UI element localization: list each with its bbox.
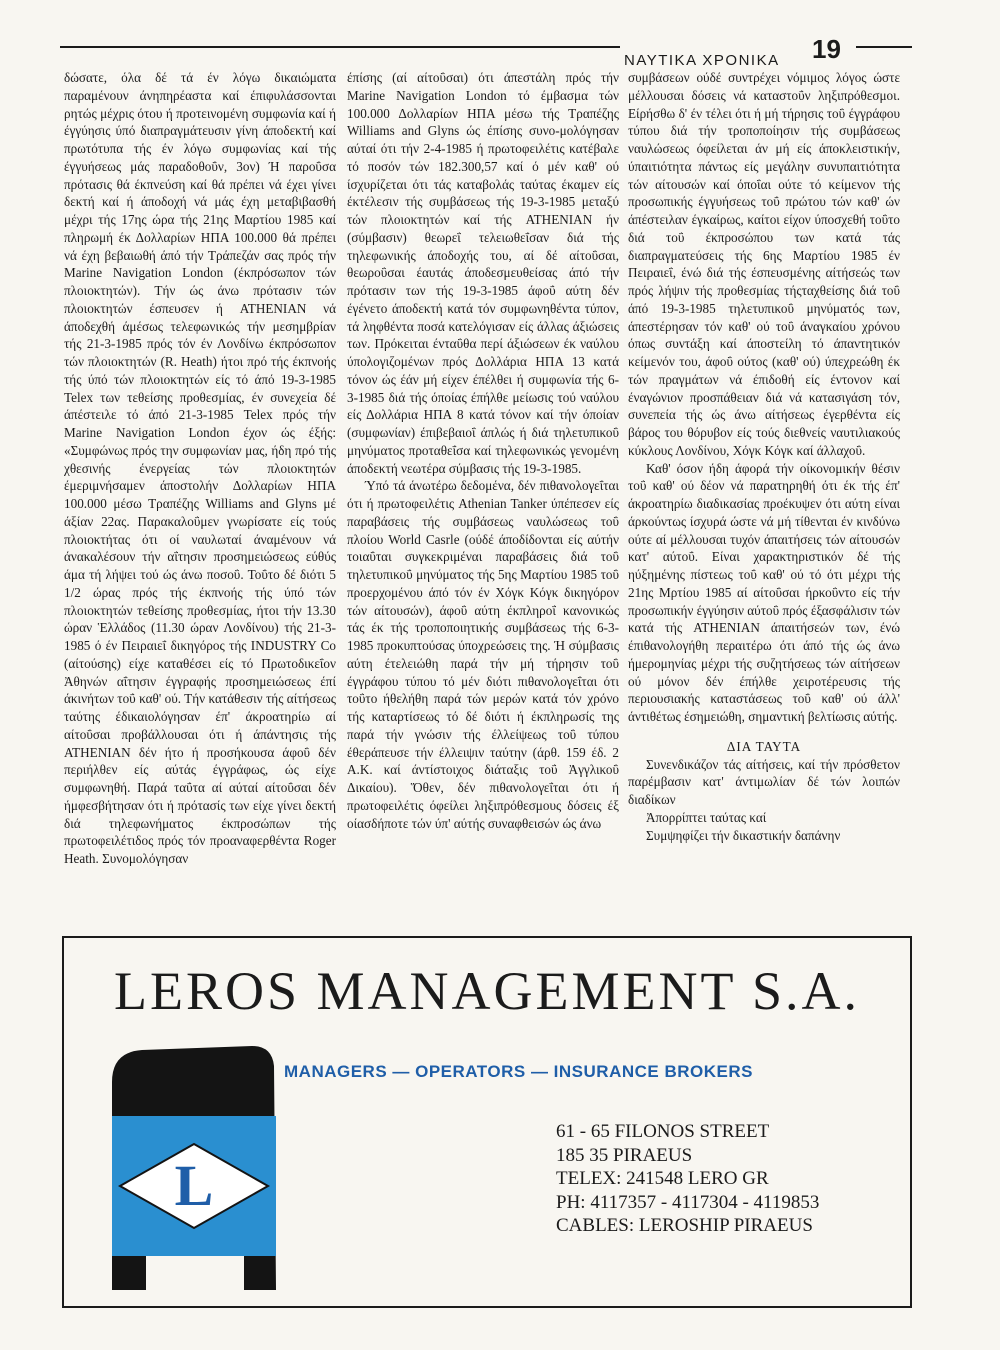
ruling-line: Συμψηφίζει τήν δικαστικήν δαπάνην: [646, 827, 841, 843]
running-header: ΝΑΥΤΙΚΑ ΧΡΟΝΙΚΑ: [624, 52, 780, 69]
text-column-3: [628, 69, 900, 921]
ad-company-name: LEROS MANAGEMENT S.A.: [113, 961, 861, 1021]
header-rule-left: [60, 46, 620, 48]
ad-phone: PH: 4117357 - 4117304 - 4119853: [556, 1191, 820, 1213]
ad-address-line: 185 35 PIRAEUS: [556, 1144, 693, 1166]
text-column-2: [347, 69, 619, 921]
ad-tagline: MANAGERS — OPERATORS — INSURANCE BROKERS: [284, 1062, 753, 1081]
ad-address-line: 61 - 65 FILONOS STREET: [556, 1121, 770, 1142]
ad-cables: CABLES: LEROSHIP PIRAEUS: [556, 1215, 813, 1236]
text-column-1: [64, 69, 336, 921]
advertisement: [62, 936, 912, 1308]
ad-telex: TELEX: 241548 LERO GR: [556, 1168, 769, 1189]
ruling-line: Ἀπορρίπτει ταύτας καί: [646, 809, 767, 825]
paragraph: Ύπό τά άνωτέρω δεδομένα, δέν πιθανολογεΐται ότι ή πρωτοφειλέτις Athenian Tanker ύπέπεσεν είς παραβάσεις τής συμβάσεως ναυλώσεως τοΰ πλοίου World Casrle (ούδέ άποδίδονται είς αύτήν τοιαΰται συγκεκριμέναι παραβάσεις διά τοΰ τηλετυπικοΰ μηνύματος τής 5ης Μαρτίου 1985 τοΰ προερχομένου άπό τόν έν Χόγκ Κόγκ δικηγόρον τών αίτουσών), άφοΰ αύτη έκπληροΐ κανονικώς τάς έκ τής τροποποιητικής συμβάσεως τής 6-3-1985 προκυπτούσας ύποχρεώσεις της. Ή σύμβασις αύτη έτελειώθη παρά τήν μή τήρησιν τοΰ έγγράφου τύπου τό μέν διότι πιθανολογεΐται ότι τοΰτο ήθελήθη παρά τών μερών κατά τόν χρόνο τής καταρτίσεως τό δέ διότι ή έκπληρωσίς της παρά τήν γνώσιν τής έλλείψεως τοΰ τύπου έθεράπευσε τήν έλλειψιν ταύτην (άρθ. 159 έδ. 2 Α.Κ. καί άντίστοιχος διάταξις τοΰ Ἀγγλικοΰ Δικαίου). Ὅθεν, δέν πιθανολογεΐται ότι ή πρωτοφειλέτις όφείλει ληξιπρόθεσμους δόσεις έξ οίασδήποτε τών ύπ' αύτής συναφθεισών ώς άνω: [347, 478, 619, 831]
header-rule-right: [856, 46, 912, 48]
ad-address-block: [556, 1120, 819, 1238]
paragraph: συμβάσεων ούδέ συντρέχει νόμιμος λόγος ώστε μέλλουσαι δόσεις νά καταστοΰν ληξιπρόθεσμοι. Είρήσθω δ' έν τέλει ότι ή μή τήρησις τοΰ έγγράφου τύπου διά τήν τροποποίησιν τής συμβάσεως ναυλώσεως όφείλεται άν μή είς άποκλειστικήν, ύπαιτιότητα πάντως είς μεγάλην συνυπαιτιότητα τών αίτουσών καί όποΐαι ούτε τό κείμενον τής προσωπικής έγγυήσεως τοΰ πρώτου τών καθ' ών άπέστειλαν έγκαίρως, καίτοι είχον ύποσχεθή τοΰτο διά τοΰ έκπροσώπου των κατά τάς διαπραγματεύσεις τής 6ης Μαρτίου 1985 έν Πειραιεΐ, ένώ διά τής έσπευσμένης αίτήσεώς των πρός λήψιν τής προθεσμίας τήςταχθείσης διά τοΰ άπό 19-3-1985 τηλετυπικοΰ μηνύματός των, άπεστέρησαν τόν καθ' ού τοΰ άναγκαίου χρόνου όπως συντάξη καί άποστείλη τό άπαντητικόν κείμενόν του, άφοΰ ούτος (καθ' ού) ύπεχρεώθη έκ τών πραγμάτων νά έπιδοθή είς έντονον καί έναγώνιον προσπάθειαν διά νά κατασιγάση τόν, συνεπεία τής ώς άνω αίτήσεως έγερθέντα είς βάρος του θόρυβον είς τούς διεθνείς ναυτιλιακούς κύκλους Λονδίνου, Χόγκ Κόγκ καί άλλαχοΰ.: [628, 70, 900, 458]
paragraph: Καθ' όσον ήδη άφορά τήν οίκονομικήν θέσιν τοΰ καθ' ού δέον νά παρατηρηθή ότι έκ τής έπ' άκροατηρίω διαδικασίας προέκυψεν ότι αύτη είναι άρκούντως ίσχυρά ώστε νά μή τίθενται έν κινδύνω ούτε αί μέλλουσαι τυχόν άπαιτήσεις τών αίτουσών κατ' αύτοΰ. Είναι χαρακτηριστικόν δέ τής ηύξημένης πίστεως τοΰ καθ' ού τό ότι μέχρι τής 21ης Μρτίου 1985 αί αίτοΰσαι ήρκοΰντο είς τήν προσωπικήν έγγύησιν αύτοΰ πρός έξασφάλισιν τών κατά τής ATHENIAN άπαιτήσεών των, ένώ έπιθανολογήθη περαιτέρω ότι άπό τής ώς άνω ήμερομηνίας μέχρι τής συζητήσεως τών αίτήσεων ού μόνον δέν έπήλθε χειροτέρευσις τής περιουσιακής καταστάσεως τοΰ καθ' ού άλλ' άντιθέτως έσημειώθη, σημαντική βελτίωσις αύτής.: [628, 460, 900, 724]
company-logo-icon: [102, 1042, 292, 1292]
ruling-heading: ΔΙΑ ΤΑΥΤΑ: [726, 738, 802, 754]
ruling-line: Συνενδικάζον τάς αίτήσεις, καί τήν πρόσθετον παρέμβασιν κατ' άντιμωλίαν δέ τών λοιπών διαδίκων: [628, 756, 900, 807]
logo-letter: L: [174, 1153, 214, 1218]
paragraph: έπίσης (αί αίτοΰσαι) ότι άπεστάλη πρός τήν Marine Navigation London τό έμβασμα τών 100.000 Δολλαρίων ΗΠΑ μέσω τής Τραπέζης Williams and Glyns ώς έπίσης συνο-μολόγησαν αύταί ότι τήν 2-4-1985 ή πρωτοφειλέτις κατέβαλε τό ποσόν τών 182.300,57 καί ό μέν καθ' ού ίσχυρίζεται ότι τάς καταβολάς ταύτας έκαμεν είς έκτέλεσιν τής συμβάσεως τής 19-3-1985 μεταξύ τών πλοιοκτητών καί τής ATHENIAN ήν (σύμβασιν) θεωρεΐ τελειωθεΐσαν διά τής τηλεφωνικής άποδοχής του, αί δέ αίτοΰσαι, θεωροΰσαι έαυτάς άποδεσμευθείσας άπό τήν πρότασιν των τής 19-3-1985 άφοΰ αύτη δέν έγένετο άποδεκτή κατά τόν συμφωνηθέντα τύπον, τά ληφθέντα ποσά κατελόγισαν είς άλλας άξιώσεις των. Πρόκειται ένταΰθα περί άξιώσεων έκ ναύλου ύπολογιζομένων πρός Δολλάρια ΗΠΑ 13 κατά τόνον ώς έάν μή είχεν έπέλθει ή συμφωνία τής 6-3-1985 διά τής όποίας έπήλθε μείωσις τού ναύλου είς Δολλάρια ΗΠΑ 8 κατά τόνον καί τήν όποίαν (συμφωνίαν) έπιβεβαιοΐ άπλώς ή διά τηλετυπικοΰ μηνύματος προταθεΐσα καί τηλεφωνικώς γενομένη άποδεκτή νεωτέρα σύμβασις τής 19-3-1985.: [347, 70, 619, 476]
paragraph: δώσατε, όλα δέ τά έν λόγω δικαιώματα παραμένουν άνηπηρέαστα καί έπιφυλάσσονται ρητώς μέχρις ότου ή προτεινομένη συμφωνία καί ή έγγύησις ύπό διαπραγμάτευσιν γίνη άποδεκτή καί πρωτότυπα τής έν λόγω συμφωνίας καί τής έγγυήσεως μάς παραδοθοΰν, 3ον) Ή παροΰσα πρότασις θά έκπνεύση καί θά πρέπει νά έχει γίνει δεκτή καί ή άποδοχή νά μάς έχη μεταβιβασθή μέχρι τής 17ης ώρα τής 21ης Μαρτίου 1985 καί πληρωμή έκ Δολλαρίων ΗΠΑ 100.000 θά πρέπει νά έχη βεβαιωθή άπό τήν Τράπεζάν σας πρός τήν Marine Navigation London (έκπρόσωπον τών πλοιοκτητών). Τήν ώς άνω πρότασιν τών πλοιοκτητών έσπευσεν ή ATHENIAN νά άποδεχθή άμέσως τελεφωνικώς τήν μεσημβρίαν τής 21-3-1985 πρός τόν έν Λονδίνω έκπρόσωπον τών πλοιοκτητών (R. Heath) ήτοι πρό τής έκπνοής τής ύπό τών πλοιοκτητών είς τό άπό 19-3-1985 Telex των τεθείσης προθεσμίας, έν συνεχεία δέ άπέστειλε τό άπό 21-3-1985 Telex πρός τήν Marine Navigation London έχον ώς έξής: «Συμφώνως πρός την συμφωνίαν μας, ήδη πρό τής χθεσινής ένεργείας τών πλοιοκτητών έμεριμνήσαμεν άποστολήν Δολλαρίων ΗΠΑ 100.000 μέσω Τραπέζης Williams and Glyns μέ άξίαν 22ας. Παρακαλοΰμεν γνωρίσατε είς τούς πλοιοκτήτας ότι οί ναυλωταί άναμένουν νά άνακαλέσουν τήν αΐτησιν προσημειώσεως εύθύς άμα τή λήψει τού ώς άνω ποσοΰ. Τοΰτο δέ διότι 5 1/2 ώρας πρός τής έκπνοής τής ύπό τών πλοιοκτητών τεθείσης προθεσμίας, ήτοι τήν 13.30 ώραν Ἑλλάδος (11.30 ώραν Λονδίνου) τής 21-3-1985 ό έν Πειραιεΐ δικηγόρος τής INDUSTRY Co (αίτούσης) είχε καταθέσει είς τό Πρωτοδικεΐον Ἀθηνών αΐτησιν έγγραφής προσημειώσεως έπί άκινήτων τοΰ καθ' ού. Τήν κατάθεσιν τής αίτήσεως ταύτης έδικαιολόγησαν έπ' άκροατηρίω αί αίτοΰσαι προβάλλουσαι ότι ή άπάντησις τής ATHENIAN δέν ήτο ή προσήκουσα άφοΰ δέν περιήλθεν είς αύτάς έγγράφως, ώς είχε συμφωνηθή. Παρά ταΰτα αί αύταί αίτοΰσαι δέν ήμφεσβήτησαν ότι ή πρότασίς των είχε γίνει δεκτή διά τηλεφωνήματος έκπροσώπων τής πρωτοφειλέτιδος πρός τόν προαναφερθέντα Roger Heath. Συνομολόγησαν: [64, 70, 336, 866]
page-number: 19: [812, 34, 841, 64]
